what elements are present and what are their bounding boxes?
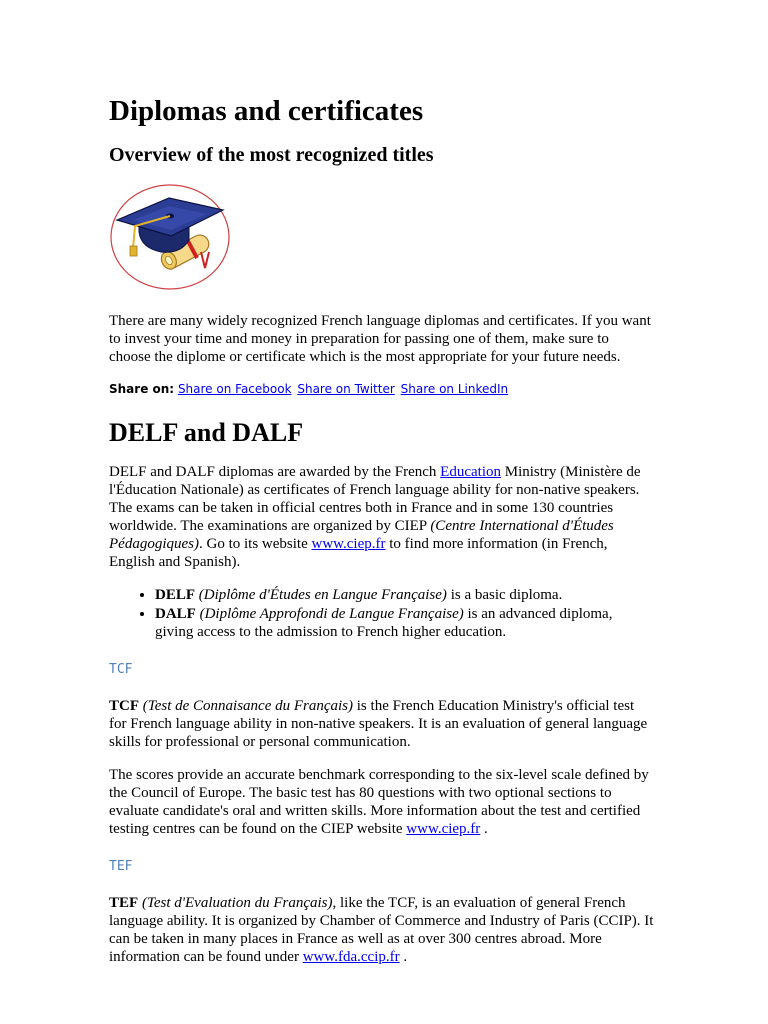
list-item: • DALF (Diplôme Approfondi de Langue Française) is an advanced diploma, giving access to the admission to French higher education. [155, 605, 654, 641]
page-subtitle: Overview of the most recognized titles [109, 144, 434, 166]
fda-ccip-link[interactable]: www.fda.ccip.fr [302, 949, 400, 965]
page-title: Diplomas and certificates [109, 95, 424, 127]
ciep-link[interactable]: www.ciep.fr [406, 821, 481, 837]
ciep-link[interactable]: www.ciep.fr [311, 536, 386, 552]
share-facebook-link[interactable]: Share on Facebook [177, 382, 292, 396]
tcf-paragraph-2: The scores provide an accurate benchmark corresponding to the six-level scale defined by the Council of Europe. The basic test has 80 questions with two optional sections to evaluate candidate's oral and written skills. More information about the test and certified testing centres can be found on the CIEP website www.ciep.fr . [109, 767, 649, 837]
section-heading-tcf: TCF [109, 662, 133, 677]
diploma-list [109, 586, 654, 641]
share-label: Share on: [109, 382, 175, 396]
article [109, 92, 654, 981]
section-heading-delf-dalf: DELF and DALF [109, 418, 304, 447]
education-link[interactable]: Education [440, 464, 501, 480]
section-heading-tef: TEF [109, 859, 133, 874]
tef-paragraph: TEF (Test d'Evaluation du Français), like the TCF, is an evaluation of general French language ability. It is organized by Chamber of Commerce and Industry of Paris (CCIP). It can be taken in many places in France as well as at over 300 centres abroad. More information can be found under www.fda.ccip.fr . [109, 895, 654, 965]
delf-dalf-paragraph: DELF and DALF diplomas are awarded by the French Education Ministry (Ministère de l'Éducation Nationale) as certificates of French language ability for non-native speakers. The exams can be taken in official centres both in France and in some 130 countries worldwide. The examinations are organized by CIEP (Centre International d'Études Pédagogiques). Go to its website www.ciep.fr to find more information (in French, English and Spanish). [109, 464, 641, 570]
intro-paragraph: There are many widely recognized French language diplomas and certificates. If you want to invest your time and money in preparation for passing one of them, make sure to choose the diplome or certificate which is the most appropriate for your future needs. [109, 313, 651, 365]
share-bar [109, 381, 654, 397]
share-twitter-link[interactable]: Share on Twitter [297, 382, 395, 396]
tcf-paragraph-1: TCF (Test de Connaisance du Français) is the French Education Ministry's official test for French language ability in non-native speakers. It is an evaluation of general language skills for professional or personal communication. [109, 698, 648, 750]
graduation-cap-diploma-icon [109, 182, 231, 292]
share-linkedin-link[interactable]: Share on LinkedIn [400, 382, 509, 396]
list-item: • DELF (Diplôme d'Études en Langue Française) is a basic diploma. [155, 586, 654, 604]
